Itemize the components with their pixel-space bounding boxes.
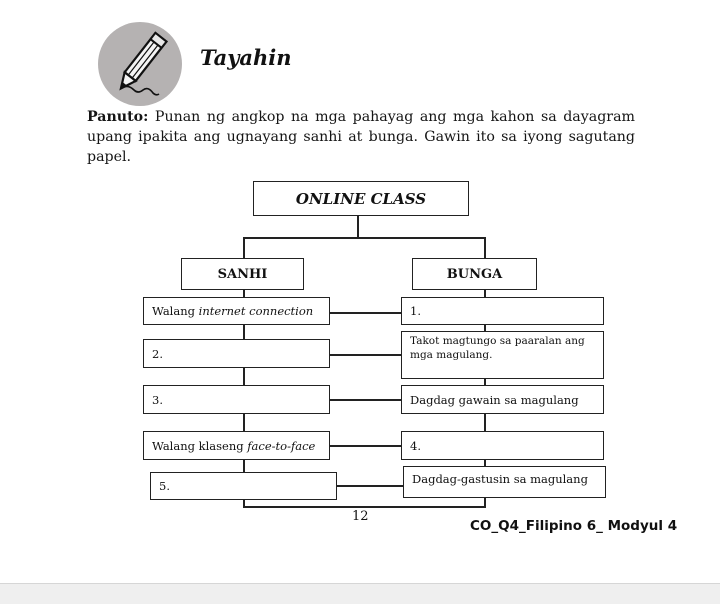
pencil-icon xyxy=(98,22,182,106)
bunga-box-1 xyxy=(401,297,604,325)
section-title: Tayahin xyxy=(200,45,292,70)
connector-top-horizontal xyxy=(243,237,485,239)
instructions-label: Panuto: xyxy=(87,109,149,125)
sanhi-box-3 xyxy=(143,385,330,414)
connector-row-3 xyxy=(329,399,401,401)
connector-bottom-horizontal xyxy=(243,506,486,508)
bunga-text-5: Dagdag-gastusin sa magulang xyxy=(412,472,588,486)
bunga-text-1: 1. xyxy=(410,304,421,318)
sanhi-text-3: 3. xyxy=(152,392,163,407)
sanhi-text-2: 2. xyxy=(152,346,163,361)
bunga-text-2: Takot magtungo sa paaralan ang mga magulang. xyxy=(410,335,585,361)
sanhi-box-2 xyxy=(143,339,330,368)
sanhi-box-1 xyxy=(143,297,330,325)
bunga-heading-box xyxy=(412,258,537,290)
bunga-box-4 xyxy=(401,431,604,460)
sanhi-box-5 xyxy=(150,472,337,500)
connector-title-down xyxy=(357,216,359,238)
sanhi-box-4 xyxy=(143,431,330,460)
sanhi-text-5: 5. xyxy=(159,479,170,493)
instructions-text: Punan ng angkop na mga pahayag ang mga kahon sa dayagram upang ipakita ang ugnayang sanhi at bunga. Gawin ito sa iyong sagutang papel. xyxy=(87,109,635,165)
page-number: 12 xyxy=(352,509,369,524)
pencil-icon-badge xyxy=(98,22,182,106)
connector-row-4 xyxy=(329,445,401,447)
sanhi-heading-box xyxy=(181,258,304,290)
diagram-title-box xyxy=(253,181,469,216)
sanhi-heading: SANHI xyxy=(217,266,268,282)
diagram-title: ONLINE CLASS xyxy=(295,189,427,208)
connector-row-2 xyxy=(329,354,401,356)
connector-row-5 xyxy=(336,485,403,487)
instructions-paragraph xyxy=(87,107,635,167)
sanhi-text-1: Walang internet connection xyxy=(152,304,314,318)
connector-row-1 xyxy=(329,312,401,314)
bunga-text-3: Dagdag gawain sa magulang xyxy=(410,392,579,407)
bunga-box-2 xyxy=(401,331,604,379)
sanhi-text-4: Walang klaseng face-to-face xyxy=(152,438,316,453)
module-code: CO_Q4_Filipino 6_ Modyul 4 xyxy=(470,518,678,534)
bunga-box-3 xyxy=(401,385,604,414)
bunga-box-5 xyxy=(403,466,606,498)
bottom-strip xyxy=(0,583,720,604)
bunga-text-4: 4. xyxy=(410,438,421,453)
bunga-heading: BUNGA xyxy=(446,266,503,282)
